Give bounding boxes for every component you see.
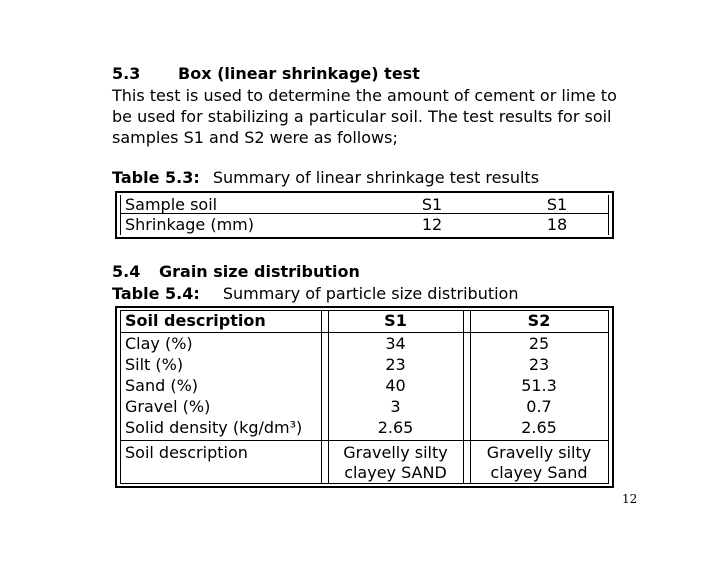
section-5-3-number: 5.3 bbox=[112, 64, 141, 83]
grain-row-s1: 23 bbox=[385, 355, 406, 374]
grain-header-label: Soil description bbox=[125, 311, 266, 330]
table-5-4-caption-text: Summary of particle size distribution bbox=[222, 284, 519, 303]
shrinkage-row-label: Shrinkage (mm) bbox=[125, 215, 254, 234]
shrinkage-table bbox=[115, 191, 614, 239]
grain-header-s2: S2 bbox=[527, 311, 551, 330]
grain-last-row-s2-line2: clayey Sand bbox=[490, 463, 588, 482]
grain-size-table bbox=[115, 306, 614, 488]
grain-row-s1: 40 bbox=[385, 376, 406, 395]
grain-last-row-label: Soil description bbox=[125, 443, 248, 462]
paragraph-line-2: be used for stabilizing a particular soil. The test results for soil bbox=[112, 107, 612, 126]
grain-row-s2: 0.7 bbox=[526, 397, 552, 416]
table-5-3-caption bbox=[112, 168, 539, 187]
table-5-3-caption-text: Summary of linear shrinkage test results bbox=[212, 168, 540, 187]
grain-row-s1: 3 bbox=[390, 397, 401, 416]
grain-row-s2: 2.65 bbox=[521, 418, 557, 437]
grain-row-label: Clay (%) bbox=[125, 334, 193, 353]
grain-row-label: Silt (%) bbox=[125, 355, 184, 374]
section-5-3-title: Box (linear shrinkage) test bbox=[178, 64, 420, 83]
shrinkage-row-s2: 18 bbox=[546, 215, 568, 234]
paragraph-line-3: samples S1 and S2 were as follows; bbox=[112, 128, 398, 147]
shrinkage-header-label: Sample soil bbox=[125, 195, 218, 214]
grain-header-s1: S1 bbox=[384, 311, 407, 330]
shrinkage-header-s1: S1 bbox=[421, 195, 443, 214]
grain-row-label: Gravel (%) bbox=[125, 397, 211, 416]
grain-row-s1: 34 bbox=[385, 334, 406, 353]
table-5-4-label: Table 5.4: bbox=[112, 284, 200, 303]
shrinkage-header-s2: S1 bbox=[546, 195, 568, 214]
shrinkage-row-s1: 12 bbox=[421, 215, 443, 234]
grain-last-row-s2-line1: Gravelly silty bbox=[486, 443, 592, 462]
grain-row-label: Sand (%) bbox=[125, 376, 199, 395]
grain-last-row-s1-line2: clayey SAND bbox=[344, 463, 447, 482]
grain-row-s2: 25 bbox=[528, 334, 550, 353]
grain-last-row-s1-line1: Gravelly silty bbox=[343, 443, 448, 462]
grain-row-s2: 51.3 bbox=[521, 376, 557, 395]
table-5-4-caption bbox=[112, 284, 518, 303]
page-number: 12 bbox=[622, 492, 638, 506]
grain-row-s2: 23 bbox=[528, 355, 550, 374]
section-5-4-title: Grain size distribution bbox=[159, 262, 360, 281]
table-5-3-label: Table 5.3: bbox=[112, 168, 200, 187]
paragraph-line-1: This test is used to determine the amount of cement or lime to bbox=[112, 86, 617, 105]
grain-row-s1: 2.65 bbox=[377, 418, 414, 437]
grain-row-label: Solid density (kg/dm³) bbox=[125, 418, 303, 437]
section-5-4-number: 5.4 bbox=[112, 262, 141, 281]
